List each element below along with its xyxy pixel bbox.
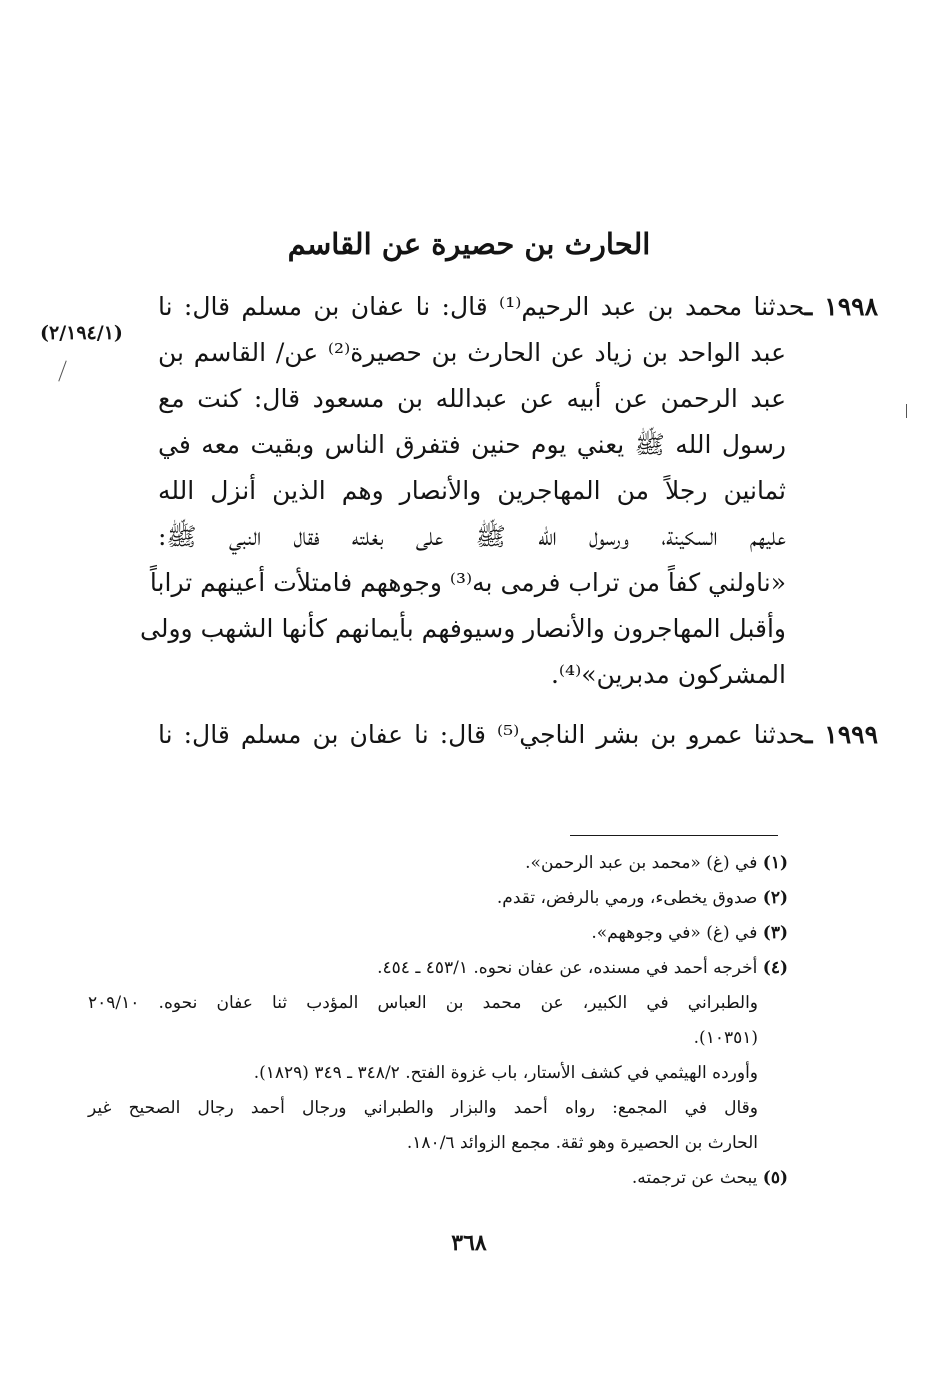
hadith-line: ثمانين رجلاً من المهاجرين والأنصار وهم الذين أنزل الله xyxy=(158,476,786,505)
hadith-text: حدثنا عمرو بن بشر الناجي⁽⁵⁾ قال: نا عفان بن مسلم قال: نا xyxy=(158,720,806,749)
hadith-1999 xyxy=(158,712,878,758)
hadith-line xyxy=(158,712,878,758)
hadith-line: عبد الرحمن عن أبيه عن عبدالله بن مسعود قال: كنت مع xyxy=(158,384,786,413)
footnote-4 xyxy=(88,951,788,986)
hadith-line: المشركون مدبرين»⁽⁴⁾. xyxy=(550,660,786,689)
footnote-4-continuation: وقال في المجمع: رواه أحمد والبزار والطبراني ورجال أحمد رجال الصحيح غير xyxy=(88,1098,758,1118)
margin-pen-mark xyxy=(906,404,907,418)
chapter-heading: الحارث بن حصيرة عن القاسم xyxy=(287,227,651,261)
footnote-text: أخرجه أحمد في مسنده، عن عفان نحوه. ٤٥٣/١ ـ ٤٥٤. xyxy=(377,958,758,978)
hadith-1998 xyxy=(140,284,878,698)
hadith-text: حدثنا محمد بن عبد الرحيم⁽¹⁾ قال: نا عفان بن مسلم قال: نا xyxy=(158,292,805,321)
footnote-marker: (١) xyxy=(762,853,788,873)
margin-pen-mark xyxy=(58,360,66,381)
page-number: ٣٦٨ xyxy=(451,1230,487,1256)
footnote-3 xyxy=(88,916,788,951)
hadith-line: وأقبل المهاجرون والأنصار وسيوفهم بأيمانهم كأنها الشهب وولى xyxy=(140,614,786,643)
hadith-number: ١٩٩٨ ـ xyxy=(804,292,878,321)
hadith-line: رسول الله ﷺ يعني يوم حنين فتفرق الناس وبقيت معه في xyxy=(158,430,786,459)
footnote-4-continuation: والطبراني في الكبير، عن محمد بن العباس المؤدب ثنا عفان نحوه. ٢٠٩/١٠ xyxy=(88,993,758,1013)
footnotes xyxy=(88,846,788,1196)
footnote-marker: (٤) xyxy=(762,958,788,978)
footnote-4-continuation: (١٠٣٥١). xyxy=(693,1028,758,1048)
footnote-separator xyxy=(570,835,778,836)
footnote-marker: (٣) xyxy=(762,923,788,943)
footnote-text: في (غ) «في وجوههم». xyxy=(591,923,758,943)
hadith-line: «ناولني كفاً من تراب فرمى به⁽³⁾ وجوههم فامتلأت أعينهم تراباً xyxy=(149,568,786,597)
hadith-number: ١٩٩٩ ـ xyxy=(805,720,878,749)
footnote-text: صدوق يخطىء، ورمي بالرفض، تقدم. xyxy=(496,888,758,908)
footnote-4-continuation: وأورده الهيثمي في كشف الأستار، باب غزوة الفتح. ٣٤٨/٢ ـ ٣٤٩ (١٨٢٩). xyxy=(253,1063,758,1083)
footnote-text: في (غ) «محمد بن عبد الرحمن». xyxy=(525,853,758,873)
hadith-line: عليهم السكينة، ورسول الله ﷺ على بغلته فقال النبي ﷺ: xyxy=(158,522,786,551)
footnote-text: يبحث عن ترجمته. xyxy=(631,1168,758,1188)
footnote-1 xyxy=(88,846,788,881)
footnote-marker: (٢) xyxy=(762,888,788,908)
footnote-5 xyxy=(88,1161,788,1196)
hadith-line: عبد الواحد بن زياد عن الحارث بن حصيرة⁽²⁾ عن/ القاسم بن xyxy=(158,338,786,367)
footnote-2 xyxy=(88,881,788,916)
hadith-line xyxy=(158,284,878,330)
footnote-marker: (٥) xyxy=(762,1168,788,1188)
margin-volume-reference: (٢/١٩٤/١) xyxy=(40,322,123,344)
footnote-4-continuation: الحارث بن الحصيرة وهو ثقة. مجمع الزوائد ١٨٠/٦. xyxy=(406,1133,758,1153)
